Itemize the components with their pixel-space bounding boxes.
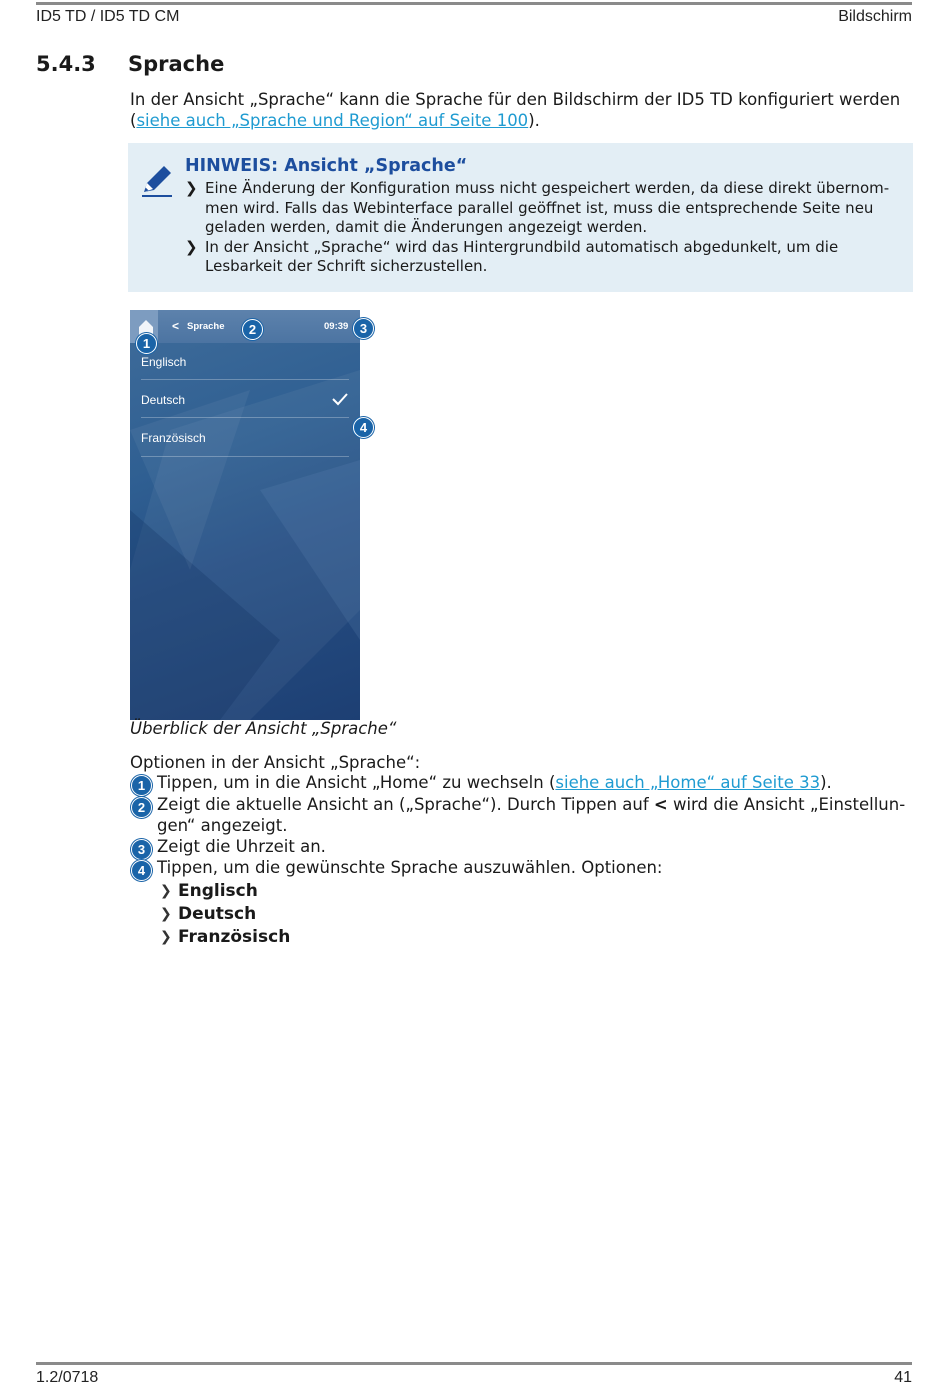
option-2-line-1 [157, 795, 905, 814]
option-2-post: wird die Ansicht „Einstellun- [667, 795, 906, 814]
callout-badge-3: 3 [353, 318, 374, 339]
note-item-2-line-2: Lesbarkeit der Schrift sicherzustellen. [205, 257, 488, 275]
sub-item-franzoesisch: Französisch [178, 927, 291, 947]
callout-badge-4: 4 [353, 417, 374, 438]
screen-title: Sprache [187, 321, 225, 332]
option-1-post: ). [820, 773, 832, 792]
bullet-chevron-icon: ❯ [185, 179, 198, 197]
sub-item-deutsch: Deutsch [178, 904, 257, 924]
language-option-deutsch[interactable]: Deutsch [141, 393, 186, 407]
option-badge-3: 3 [131, 839, 152, 860]
background-shapes [130, 310, 360, 720]
intro-text: In der Ansicht „Sprache“ kann die Sprache für den Bildschirm der ID5 TD konfiguriert werden [130, 90, 901, 109]
checkmark-icon [331, 392, 349, 406]
intro-paren-open: ( [130, 111, 137, 130]
language-option-englisch[interactable]: Englisch [141, 355, 187, 369]
header-rule [36, 2, 912, 5]
options-heading: Optionen in der Ansicht „Sprache“: [130, 753, 421, 772]
bullet-chevron-icon: ❯ [185, 238, 198, 256]
back-chevron-icon[interactable]: < [172, 319, 180, 333]
callout-badge-1: 1 [136, 333, 157, 354]
option-2-line-2: gen“ angezeigt. [157, 816, 288, 835]
list-divider [141, 456, 349, 457]
note-item-1-line-2: men wird. Falls das Webinterface parallel geöffnet ist, muss die entsprechende Seite neu [205, 199, 874, 217]
screen-time: 09:39 [324, 321, 349, 332]
option-2-pre: Zeigt die aktuelle Ansicht an („Sprache“). Durch Tippen auf [157, 795, 654, 814]
option-badge-4: 4 [131, 860, 152, 881]
sub-item-englisch: Englisch [178, 881, 258, 901]
language-option-franzoesisch[interactable]: Französisch [141, 431, 206, 445]
footer-left: 1.2/0718 [36, 1369, 99, 1386]
option-1-text [157, 773, 832, 792]
option-3-text: Zeigt die Uhrzeit an. [157, 837, 326, 856]
option-4-text: Tippen, um die gewünschte Sprache auszuwählen. Optionen: [157, 858, 663, 877]
intro-reference [130, 110, 540, 132]
device-screenshot [130, 310, 360, 720]
option-2-back-symbol: < [653, 795, 668, 814]
link-home[interactable]: siehe auch „Home“ auf Seite 33 [555, 773, 821, 792]
intro-paren-close: ). [528, 111, 540, 130]
page-number: 41 [894, 1369, 912, 1386]
header-right: Bildschirm [838, 8, 912, 25]
note-item-1-line-3: geladen werden, damit die Änderungen angezeigt werden. [205, 218, 648, 236]
list-divider [141, 417, 349, 418]
footer-rule [36, 1362, 912, 1365]
option-badge-1: 1 [131, 775, 152, 796]
option-badge-2: 2 [131, 797, 152, 818]
note-item-1-line-1: Eine Änderung der Konfiguration muss nicht gespeichert werden, da diese direkt übernom- [205, 179, 890, 197]
section-number: 5.4.3 [36, 52, 96, 76]
list-divider [141, 379, 349, 380]
sub-chevron-icon: ❯ [160, 929, 172, 945]
callout-badge-2: 2 [242, 319, 263, 340]
note-title: HINWEIS: Ansicht „Sprache“ [185, 156, 468, 176]
link-sprache-und-region[interactable]: siehe auch „Sprache und Region“ auf Seite 100 [136, 111, 529, 130]
header-left: ID5 TD / ID5 TD CM [36, 8, 180, 25]
sub-chevron-icon: ❯ [160, 906, 172, 922]
figure-caption: Überblick der Ansicht „Sprache“ [130, 719, 397, 738]
sub-chevron-icon: ❯ [160, 883, 172, 899]
option-1-pre: Tippen, um in die Ansicht „Home“ zu wechseln ( [157, 773, 556, 792]
pencil-icon [140, 162, 174, 198]
section-title: Sprache [128, 52, 225, 76]
note-item-2-line-1: In der Ansicht „Sprache“ wird das Hintergrundbild automatisch abgedunkelt, um die [205, 238, 839, 256]
